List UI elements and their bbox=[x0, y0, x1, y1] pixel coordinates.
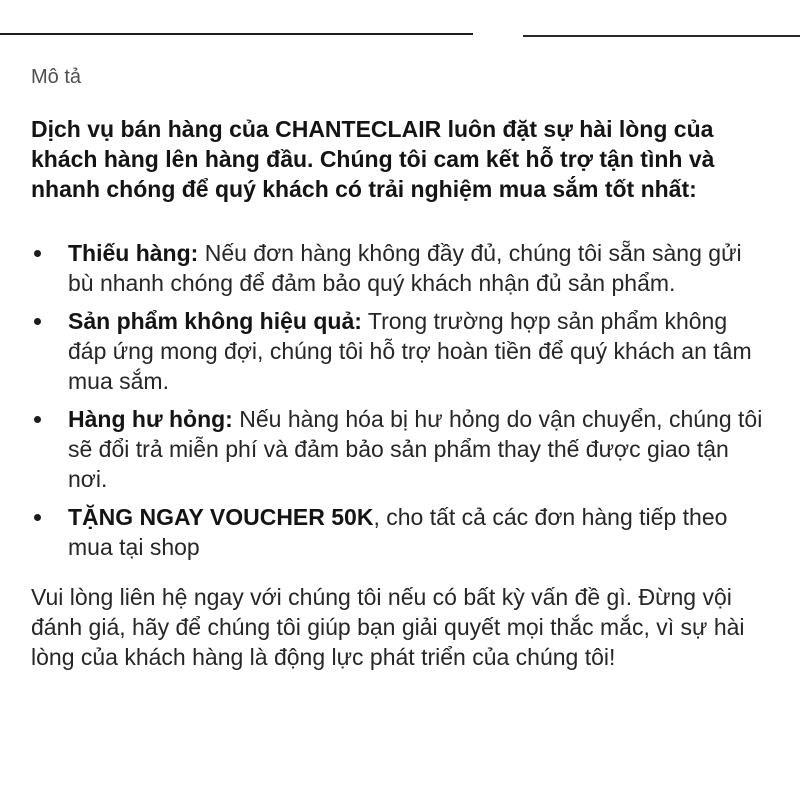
list-item-text: , cho tất cả các đơn hàng tiếp theo mua tại shop bbox=[68, 504, 728, 560]
list-item bbox=[31, 502, 771, 562]
bullet-dot-icon bbox=[34, 250, 41, 257]
list-item bbox=[31, 238, 771, 298]
description-intro: Dịch vụ bán hàng của CHANTECLAIR luôn đặt sự hài lòng của khách hàng lên hàng đầu. Chúng tôi cam kết hỗ trợ tận tình và nhanh chóng để quý khách có trải nghiệm mua sắm tốt nhất: bbox=[31, 116, 715, 202]
top-divider-left bbox=[0, 33, 473, 35]
list-item-heading: Hàng hư hỏng: bbox=[68, 406, 233, 432]
top-divider-right bbox=[523, 35, 800, 37]
bullet-dot-icon bbox=[34, 514, 41, 521]
policy-list bbox=[31, 238, 771, 562]
bullet-dot-icon bbox=[34, 318, 41, 325]
description-closing: Vui lòng liên hệ ngay với chúng tôi nếu có bất kỳ vấn đề gì. Đừng vội đánh giá, hãy để chúng tôi giúp bạn giải quyết mọi thắc mắc, vì sự hài lòng của khách hàng là động lực phát triển của chúng tôi! bbox=[31, 584, 745, 670]
section-label: Mô tả bbox=[31, 66, 82, 88]
bullet-dot-icon bbox=[34, 416, 41, 423]
list-item-heading: Sản phẩm không hiệu quả: bbox=[68, 308, 362, 334]
list-item-heading: TẶNG NGAY VOUCHER 50K bbox=[68, 504, 374, 530]
product-description-panel bbox=[31, 62, 771, 672]
list-item-heading: Thiếu hàng: bbox=[68, 240, 199, 266]
list-item-text: Nếu đơn hàng không đầy đủ, chúng tôi sẵn sàng gửi bù nhanh chóng để đảm bảo quý khách nhận đủ sản phẩm. bbox=[68, 240, 742, 296]
list-item-text: Trong trường hợp sản phẩm không đáp ứng mong đợi, chúng tôi hỗ trợ hoàn tiền để quý khách an tâm mua sắm. bbox=[68, 308, 752, 394]
list-item bbox=[31, 306, 771, 396]
list-item bbox=[31, 404, 771, 494]
list-item-text: Nếu hàng hóa bị hư hỏng do vận chuyển, chúng tôi sẽ đổi trả miễn phí và đảm bảo sản phẩm thay thế được giao tận nơi. bbox=[68, 406, 763, 492]
